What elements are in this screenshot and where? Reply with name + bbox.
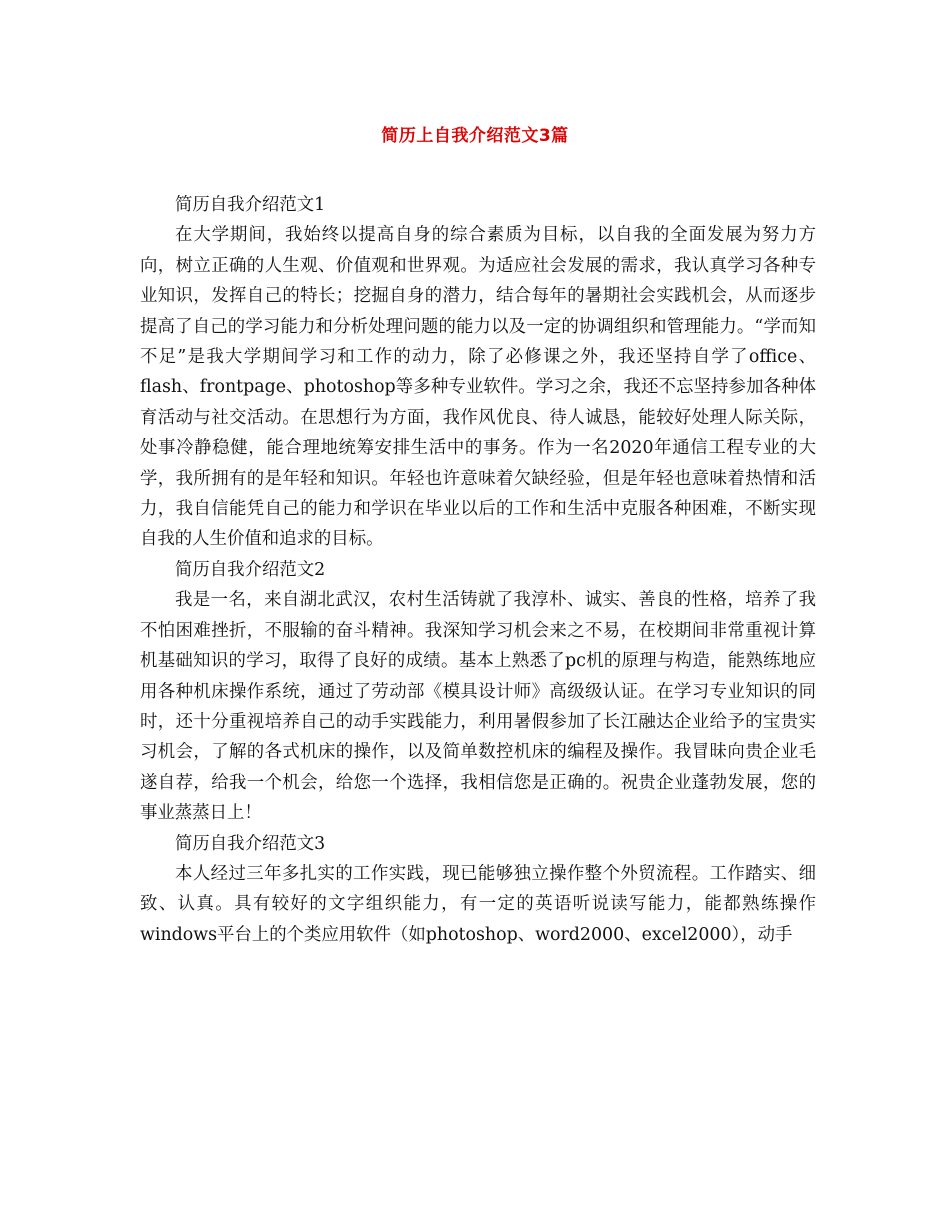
- section-heading-2: 简历自我介绍范文2: [175, 559, 326, 580]
- document-body: [140, 190, 816, 950]
- section-paragraph-2: 我是一名，来自湖北武汉，农村生活铸就了我淳朴、诚实、善良的性格，培养了我不怕困难挫折，不服输的奋斗精神。我深知学习机会来之不易，在校期间非常重视计算机基础知识的学习，取得了良好的成绩。基本上熟悉了pc机的原理与构造，能熟练地应用各种机床操作系统，通过了劳动部《模具设计师》高级级认证。在学习专业知识的同时，还十分重视培养自己的动手实践能力，利用暑假参加了长江融达企业给予的宝贵实习机会，了解的各式机床的操作，以及简单数控机床的编程及操作。我冒昧向贵企业毛遂自荐，给我一个机会，给您一个选择，我相信您是正确的。祝贵企业蓬勃发展，您的事业蒸蒸日上！: [140, 590, 816, 824]
- section-paragraph-1: 在大学期间，我始终以提高自身的综合素质为目标，以自我的全面发展为努力方向，树立正确的人生观、价值观和世界观。为适应社会发展的需求，我认真学习各种专业知识，发挥自己的特长；挖掘自身的潜力，结合每年的暑期社会实践机会，从而逐步提高了自己的学习能力和分析处理问题的能力以及一定的协调组织和管理能力。“学而知不足”是我大学期间学习和工作的动力，除了必修课之外，我还坚持自学了office、flash、frontpage、photoshop等多种专业软件。学习之余，我还不忘坚持参加各种体育活动与社交活动。在思想行为方面，我作风优良、待人诚恳，能较好处理人际关际，处事冷静稳健，能合理地统筹安排生活中的事务。作为一名2020年通信工程专业的大学，我所拥有的是年轻和知识。年轻也许意味着欠缺经验，但是年轻也意味着热情和活力，我自信能凭自己的能力和学识在毕业以后的工作和生活中克服各种困难，不断实现自我的人生价值和追求的目标。: [140, 225, 816, 550]
- document-title: 简历上自我介绍范文3篇: [381, 126, 569, 146]
- section-paragraph-3: 本人经过三年多扎实的工作实践，现已能够独立操作整个外贸流程。工作踏实、细致、认真。具有较好的文字组织能力，有一定的英语听说读写能力，能都熟练操作windows平台上的个类应用软件（如photoshop、word2000、excel2000），动手: [140, 863, 816, 945]
- section-heading-1: 简历自我介绍范文1: [175, 195, 326, 215]
- section-heading-3: 简历自我介绍范文3: [175, 833, 326, 854]
